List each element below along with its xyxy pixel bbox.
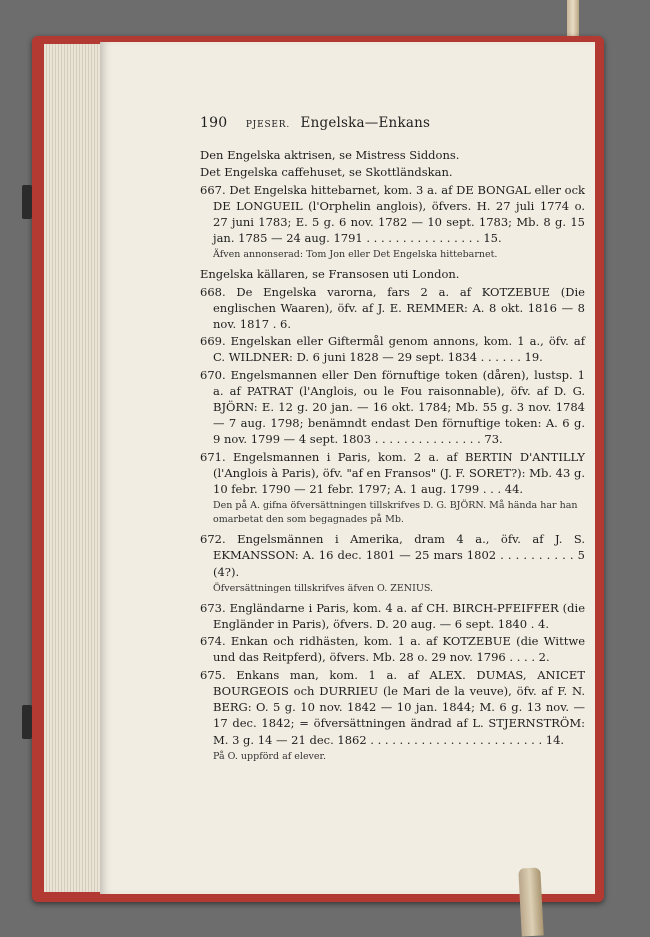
entry: 674. Enkan och ridhästen, kom. 1 a. af KOTZEBUE (die Wittwe und das Reitpferd), öfvers. Mb. 28 o. 29 nov. 1796 . . . . 2.	[200, 634, 585, 665]
page-clip-icon	[22, 185, 32, 219]
bookmark-ribbon-bottom	[518, 867, 544, 936]
entry: 673. Engländarne i Paris, kom. 4 a. af CH. BIRCH-PFEIFFER (die Engländer in Paris), öfvers. D. 20 aug. — 6 sept. 1840 . 4.	[200, 600, 585, 632]
entry: 668. De Engelska varorna, fars 2 a. af KOTZEBUE (Die englischen Waaren), öfv. af J. E. REMMER: A. 8 okt. 1816 — 8 nov. 1817 . 6.	[200, 284, 585, 332]
entry-note: Äfven annonserad: Tom Jon eller Det Engelska hittebarnet.	[213, 249, 498, 261]
entry-note: Den på A. gifna öfversättningen tillskrifves D. G. BJÖRN. Må hända har han omarbetat den som begagnades på Mb.	[213, 500, 578, 526]
entry-note: På O. uppförd af elever.	[213, 750, 327, 762]
page-number: 190	[200, 115, 228, 131]
entry: 670. Engelsmannen eller Den förnuftige token (dåren), lustsp. 1 a. af PATRAT (l'Anglois, ou le Fou raisonnable), öfv. af D. G. BJÖRN: E. 12 g. 20 jan. — 16 okt. 1784; Mb. 55 g. 3 nov. 1784 — 7 aug. 1798; benämndt endast Den förnuftige token: A. 6 g. 9 nov. 1799 — 4 sept. 1803 . . . . . . . . . . . . . . . 73.	[200, 367, 585, 447]
entry: 672. Engelsmännen i Amerika, dram 4 a., öfv. af J. S. EKMANSSON: A. 16 dec. 1801 — 25 mars 1802 . . . . . . . . . . 5 (4?).	[200, 532, 585, 579]
section-title: Engelska—Enkans	[300, 115, 431, 131]
page-clip-icon	[22, 705, 32, 739]
entry-note: Öfversättningen tillskrifves äfven O. ZENIUS.	[213, 582, 434, 594]
entry: 667. Det Engelska hittebarnet, kom. 3 a. af DE BONGAL eller ock DE LONGUEIL (l'Orphelin anglois), öfvers. H. 27 juli 1774 o. 27 juni 1783; E. 5 g. 6 nov. 1782 — 10 sept. 1783; Mb. 8 g. 15 jan. 1785 — 24 aug. 1791 . . . . . . . . . . . . . . . . 15.	[200, 182, 585, 246]
entry: Den Engelska aktrisen, se Mistress Siddons.	[200, 148, 460, 163]
entry: 675. Enkans man, kom. 1 a. af ALEX. DUMAS, ANICET BOURGEOIS och DURRIEU (le Mari de la veuve), öfv. af F. N. BERG: O. 5 g. 10 nov. 1842 — 10 jan. 1844; M. 6 g. 13 nov. — 17 dec. 1842; = öfversättningen ändrad af L. STJERNSTRÖM: M. 3 g. 14 — 21 dec. 1862 . . . . . . . . . . . . . . . . . . . . . . . . 14.	[200, 667, 585, 747]
entry: Det Engelska caffehuset, se Skottländskan.	[200, 165, 453, 180]
page-header	[200, 115, 585, 133]
page-edges	[44, 44, 106, 892]
entry: Engelska källaren, se Fransosen uti London.	[200, 267, 460, 282]
running-head: PJESER.	[245, 120, 291, 130]
entry: 669. Engelskan eller Giftermål genom annons, kom. 1 a., öfv. af C. WILDNER: D. 6 juni 1828 — 29 sept. 1834 . . . . . . 19.	[200, 334, 585, 365]
entry: 671. Engelsmannen i Paris, kom. 2 a. af BERTIN D'ANTILLY (l'Anglois à Paris), öfv. "af en Fransos" (J. F. SORET?): Mb. 43 g. 10 febr. 1790 — 21 febr. 1797; A. 1 aug. 1799 . . . 44.	[200, 449, 585, 497]
page-text	[200, 115, 585, 768]
